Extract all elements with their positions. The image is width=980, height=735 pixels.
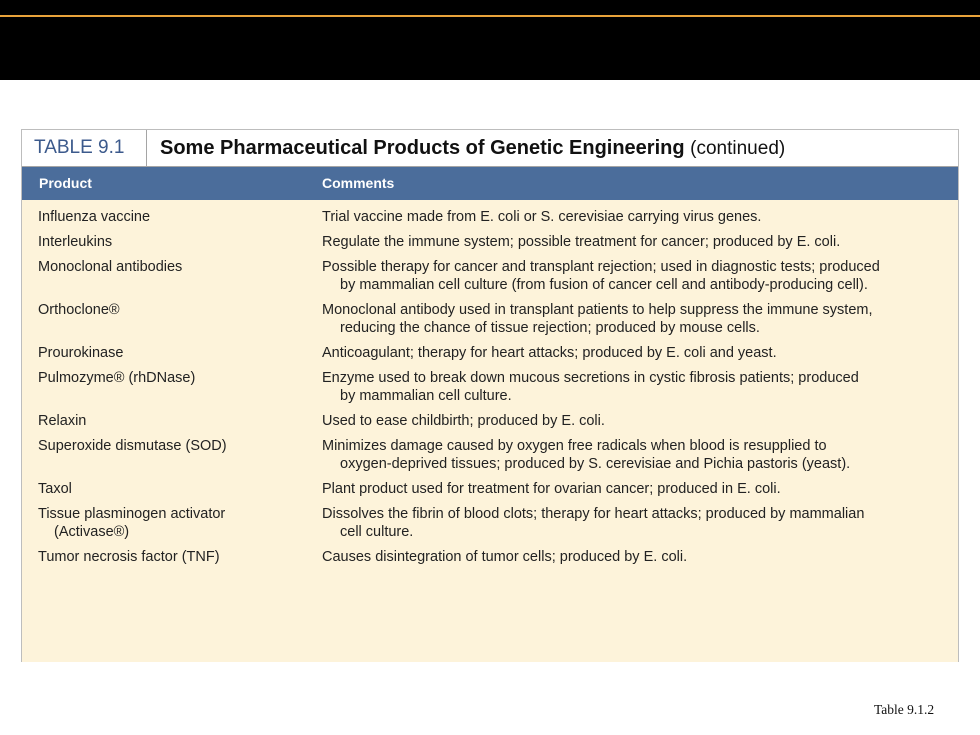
comment-line: Minimizes damage caused by oxygen free radicals when blood is resupplied to	[322, 438, 827, 454]
column-header-comments: Comments	[322, 175, 395, 191]
product-cell	[38, 505, 308, 541]
slide-header-bar	[0, 0, 980, 80]
table-row	[22, 233, 958, 251]
product-cell	[38, 258, 308, 276]
table-title-suffix: (continued)	[690, 138, 786, 159]
product-line: Orthoclone®	[38, 302, 120, 318]
product-cell	[38, 480, 308, 498]
table-row	[22, 369, 958, 405]
comment-line: Dissolves the fibrin of blood clots; therapy for heart attacks; produced by mammalian	[322, 506, 865, 522]
comment-line: cell culture.	[340, 524, 414, 540]
table-title	[160, 130, 785, 166]
column-header-product: Product	[39, 175, 92, 191]
table-row	[22, 548, 958, 566]
comments-cell	[322, 208, 942, 226]
product-line: Interleukins	[38, 234, 113, 250]
comment-line: Enzyme used to break down mucous secretions in cystic fibrosis patients; produced	[322, 370, 859, 386]
comment-line: reducing the chance of tissue rejection; produced by mouse cells.	[340, 320, 760, 336]
comment-line: Plant product used for treatment for ovarian cancer; produced in E. coli.	[322, 481, 781, 497]
comments-cell	[322, 258, 942, 294]
product-line: Tumor necrosis factor (TNF)	[38, 549, 220, 565]
header-accent-rule	[0, 15, 980, 17]
comment-line: by mammalian cell culture (from fusion of cancer cell and antibody-producing cell).	[340, 277, 868, 293]
product-cell	[38, 208, 308, 226]
product-line: Influenza vaccine	[38, 209, 151, 225]
product-cell	[38, 233, 308, 251]
table-row	[22, 258, 958, 294]
table-row	[22, 208, 958, 226]
product-cell	[38, 369, 308, 387]
table-row	[22, 301, 958, 337]
comment-line: Used to ease childbirth; produced by E. coli.	[322, 413, 605, 429]
table-row	[22, 480, 958, 498]
comment-line: oxygen-deprived tissues; produced by S. cerevisiae and Pichia pastoris (yeast).	[340, 456, 851, 472]
product-line: Tissue plasminogen activator	[38, 506, 226, 522]
comment-line: Anticoagulant; therapy for heart attacks; produced by E. coli and yeast.	[322, 345, 777, 361]
comments-cell	[322, 505, 942, 541]
product-line: Taxol	[38, 481, 72, 497]
slide-caption: Table 9.1.2	[874, 702, 935, 717]
comments-cell	[322, 437, 942, 473]
pharmaceutical-products-table	[21, 129, 959, 662]
product-cell	[38, 344, 308, 362]
table-title-row	[22, 130, 958, 167]
product-line: (Activase®)	[54, 524, 130, 540]
comment-line: by mammalian cell culture.	[340, 388, 512, 404]
table-body	[22, 200, 958, 662]
product-cell	[38, 548, 308, 566]
product-line: Pulmozyme® (rhDNase)	[38, 370, 196, 386]
comments-cell	[322, 548, 942, 566]
comments-cell	[322, 480, 942, 498]
product-cell	[38, 437, 308, 455]
product-line: Relaxin	[38, 413, 87, 429]
product-cell	[38, 301, 308, 319]
table-number-label: TABLE 9.1	[22, 130, 147, 166]
comments-cell	[322, 233, 942, 251]
table-row	[22, 344, 958, 362]
comment-line: Causes disintegration of tumor cells; produced by E. coli.	[322, 549, 688, 565]
comment-line: Regulate the immune system; possible treatment for cancer; produced by E. coli.	[322, 234, 841, 250]
comments-cell	[322, 369, 942, 405]
comment-line: Possible therapy for cancer and transplant rejection; used in diagnostic tests; produced	[322, 259, 880, 275]
table-title-main: Some Pharmaceutical Products of Genetic Engineering	[160, 137, 685, 159]
comment-line: Monoclonal antibody used in transplant patients to help suppress the immune system,	[322, 302, 873, 318]
table-row	[22, 437, 958, 473]
product-cell	[38, 412, 308, 430]
table-header-row	[22, 167, 958, 200]
product-line: Monoclonal antibodies	[38, 259, 183, 275]
product-line: Superoxide dismutase (SOD)	[38, 438, 227, 454]
product-line: Prourokinase	[38, 345, 124, 361]
table-row	[22, 505, 958, 541]
table-row	[22, 412, 958, 430]
comments-cell	[322, 412, 942, 430]
comments-cell	[322, 344, 942, 362]
comments-cell	[322, 301, 942, 337]
comment-line: Trial vaccine made from E. coli or S. cerevisiae carrying virus genes.	[322, 209, 762, 225]
